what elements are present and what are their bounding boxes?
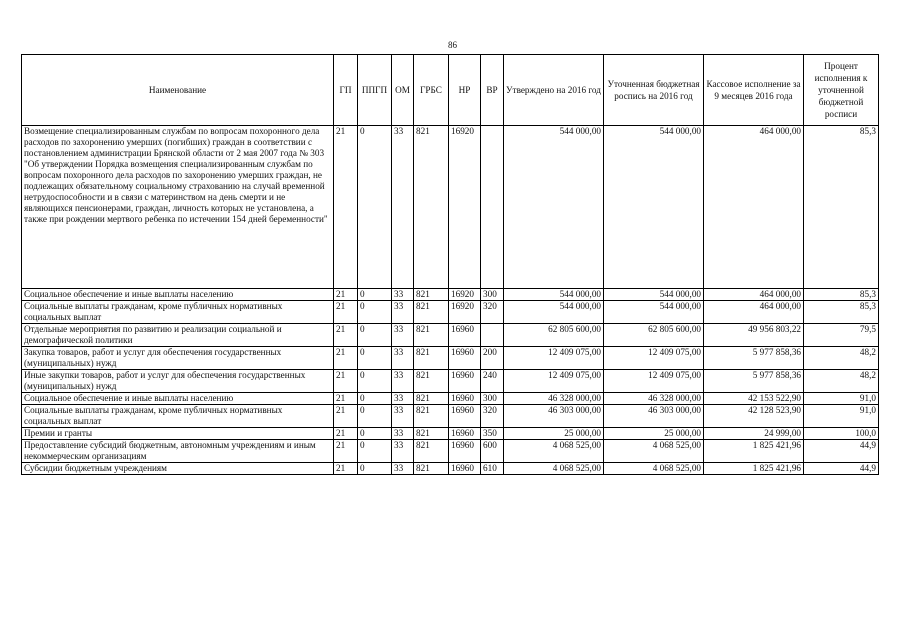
- cell-percent: 48,2: [804, 370, 879, 393]
- cell-cash: 464 000,00: [704, 289, 804, 301]
- cell-name: Социальные выплаты гражданам, кроме публичных нормативных социальных выплат: [22, 301, 334, 324]
- cell-np: 16960: [449, 463, 481, 475]
- cell-om: 33: [392, 428, 414, 440]
- cell-np: 16920: [449, 301, 481, 324]
- cell-percent: 44,9: [804, 440, 879, 463]
- cell-cash: 42 128 523,90: [704, 405, 804, 428]
- cell-cash: 42 153 522,90: [704, 393, 804, 405]
- cell-approved: 62 805 600,00: [504, 324, 604, 347]
- cell-gp: 21: [334, 428, 358, 440]
- cell-cash: 24 999,00: [704, 428, 804, 440]
- cell-approved: 544 000,00: [504, 301, 604, 324]
- table-row: [22, 301, 879, 324]
- table-row: [22, 393, 879, 405]
- cell-ppgp: 0: [358, 463, 392, 475]
- header-grbs: ГРБС: [414, 55, 449, 126]
- cell-grbs: 821: [414, 428, 449, 440]
- cell-ppgp: 0: [358, 428, 392, 440]
- cell-approved: 544 000,00: [504, 289, 604, 301]
- table-row: [22, 428, 879, 440]
- cell-vr: 320: [481, 301, 504, 324]
- cell-np: 16960: [449, 370, 481, 393]
- cell-refined: 544 000,00: [604, 126, 704, 289]
- cell-refined: 12 409 075,00: [604, 347, 704, 370]
- cell-ppgp: 0: [358, 126, 392, 289]
- cell-name: Социальное обеспечение и иные выплаты населению: [22, 393, 334, 405]
- cell-vr: 610: [481, 463, 504, 475]
- cell-grbs: 821: [414, 289, 449, 301]
- header-np: НР: [449, 55, 481, 126]
- cell-refined: 544 000,00: [604, 301, 704, 324]
- cell-approved: 4 068 525,00: [504, 440, 604, 463]
- cell-grbs: 821: [414, 347, 449, 370]
- table-row: [22, 126, 879, 289]
- cell-gp: 21: [334, 289, 358, 301]
- cell-grbs: 821: [414, 393, 449, 405]
- table-row: [22, 405, 879, 428]
- cell-om: 33: [392, 440, 414, 463]
- cell-vr: 320: [481, 405, 504, 428]
- budget-table: [21, 54, 879, 475]
- cell-approved: 46 328 000,00: [504, 393, 604, 405]
- cell-cash: 464 000,00: [704, 126, 804, 289]
- cell-np: 16960: [449, 405, 481, 428]
- cell-ppgp: 0: [358, 324, 392, 347]
- cell-refined: 62 805 600,00: [604, 324, 704, 347]
- cell-np: 16960: [449, 428, 481, 440]
- cell-ppgp: 0: [358, 393, 392, 405]
- cell-refined: 12 409 075,00: [604, 370, 704, 393]
- cell-vr: 600: [481, 440, 504, 463]
- cell-approved: 46 303 000,00: [504, 405, 604, 428]
- cell-approved: 4 068 525,00: [504, 463, 604, 475]
- cell-gp: 21: [334, 324, 358, 347]
- cell-percent: 79,5: [804, 324, 879, 347]
- header-refined: Уточненная бюджетная роспись на 2016 год: [604, 55, 704, 126]
- cell-name: Иные закупки товаров, работ и услуг для обеспечения государственных (муниципальных) нужд: [22, 370, 334, 393]
- cell-om: 33: [392, 301, 414, 324]
- cell-vr: [481, 126, 504, 289]
- cell-om: 33: [392, 463, 414, 475]
- cell-grbs: 821: [414, 301, 449, 324]
- cell-om: 33: [392, 370, 414, 393]
- cell-gp: 21: [334, 463, 358, 475]
- cell-om: 33: [392, 126, 414, 289]
- cell-refined: 544 000,00: [604, 289, 704, 301]
- header-vr: ВР: [481, 55, 504, 126]
- header-ppgp: ППГП: [358, 55, 392, 126]
- cell-gp: 21: [334, 393, 358, 405]
- cell-vr: 350: [481, 428, 504, 440]
- cell-cash: 5 977 858,36: [704, 370, 804, 393]
- table-body: [22, 126, 879, 475]
- cell-vr: 300: [481, 289, 504, 301]
- cell-approved: 12 409 075,00: [504, 347, 604, 370]
- cell-percent: 85,3: [804, 301, 879, 324]
- cell-approved: 25 000,00: [504, 428, 604, 440]
- table-header: [22, 55, 879, 126]
- cell-name: Возмещение специализированным службам по вопросам похоронного дела расходов по захоронению умерших (погибших) граждан в соответствии с постановлением администрации Брянской области от 2 мая 2007 года № 303 "Об утверждении Порядка возмещения специализированным службам по вопросам похоронного дела расходов по захоронению умерших граждан, не подлежащих обязательному социальному страхованию на случай временной нетрудоспособности и в связи с материнством на день смерти и не являющихся пенсионерами, граждан, личность которых не установлена, а также при рождении мертвого ребенка по истечении 154 дней беременности": [22, 126, 334, 289]
- cell-om: 33: [392, 393, 414, 405]
- cell-name: Отдельные мероприятия по развитию и реализации социальной и демографической политики: [22, 324, 334, 347]
- cell-cash: 5 977 858,36: [704, 347, 804, 370]
- cell-np: 16960: [449, 347, 481, 370]
- cell-ppgp: 0: [358, 440, 392, 463]
- cell-grbs: 821: [414, 405, 449, 428]
- cell-np: 16960: [449, 324, 481, 347]
- cell-grbs: 821: [414, 440, 449, 463]
- cell-cash: 1 825 421,96: [704, 440, 804, 463]
- cell-name: Премии и гранты: [22, 428, 334, 440]
- cell-name: Социальные выплаты гражданам, кроме публичных нормативных социальных выплат: [22, 405, 334, 428]
- cell-gp: 21: [334, 301, 358, 324]
- cell-name: Закупка товаров, работ и услуг для обеспечения государственных (муниципальных) нужд: [22, 347, 334, 370]
- cell-grbs: 821: [414, 370, 449, 393]
- table-row: [22, 370, 879, 393]
- cell-om: 33: [392, 347, 414, 370]
- header-om: ОМ: [392, 55, 414, 126]
- cell-approved: 12 409 075,00: [504, 370, 604, 393]
- cell-om: 33: [392, 405, 414, 428]
- table-row: [22, 440, 879, 463]
- cell-vr: 200: [481, 347, 504, 370]
- cell-ppgp: 0: [358, 347, 392, 370]
- cell-percent: 85,3: [804, 126, 879, 289]
- header-cash: Кассовое исполнение за 9 месяцев 2016 года: [704, 55, 804, 126]
- cell-ppgp: 0: [358, 301, 392, 324]
- page-number: 86: [448, 40, 457, 50]
- cell-vr: 300: [481, 393, 504, 405]
- cell-vr: [481, 324, 504, 347]
- cell-cash: 464 000,00: [704, 301, 804, 324]
- cell-gp: 21: [334, 347, 358, 370]
- cell-np: 16920: [449, 289, 481, 301]
- cell-np: 16920: [449, 126, 481, 289]
- cell-cash: 49 956 803,22: [704, 324, 804, 347]
- header-approved: Утверждено на 2016 год: [504, 55, 604, 126]
- cell-om: 33: [392, 324, 414, 347]
- cell-grbs: 821: [414, 324, 449, 347]
- cell-ppgp: 0: [358, 405, 392, 428]
- cell-cash: 1 825 421,96: [704, 463, 804, 475]
- cell-np: 16960: [449, 393, 481, 405]
- cell-percent: 100,0: [804, 428, 879, 440]
- cell-refined: 46 328 000,00: [604, 393, 704, 405]
- cell-percent: 85,3: [804, 289, 879, 301]
- cell-grbs: 821: [414, 463, 449, 475]
- cell-gp: 21: [334, 440, 358, 463]
- cell-grbs: 821: [414, 126, 449, 289]
- cell-vr: 240: [481, 370, 504, 393]
- cell-refined: 4 068 525,00: [604, 463, 704, 475]
- header-name: Наименование: [22, 55, 334, 126]
- cell-percent: 91,0: [804, 405, 879, 428]
- table-row: [22, 463, 879, 475]
- cell-om: 33: [392, 289, 414, 301]
- cell-refined: 25 000,00: [604, 428, 704, 440]
- cell-np: 16960: [449, 440, 481, 463]
- cell-gp: 21: [334, 126, 358, 289]
- cell-ppgp: 0: [358, 370, 392, 393]
- header-percent: Процент исполнения к уточненной бюджетной росписи: [804, 55, 879, 126]
- cell-refined: 4 068 525,00: [604, 440, 704, 463]
- cell-name: Социальное обеспечение и иные выплаты населению: [22, 289, 334, 301]
- cell-percent: 48,2: [804, 347, 879, 370]
- cell-percent: 44,9: [804, 463, 879, 475]
- cell-gp: 21: [334, 370, 358, 393]
- table-row: [22, 324, 879, 347]
- cell-approved: 544 000,00: [504, 126, 604, 289]
- table-row: [22, 347, 879, 370]
- cell-refined: 46 303 000,00: [604, 405, 704, 428]
- cell-ppgp: 0: [358, 289, 392, 301]
- cell-percent: 91,0: [804, 393, 879, 405]
- cell-name: Субсидии бюджетным учреждениям: [22, 463, 334, 475]
- cell-name: Предоставление субсидий бюджетным, автономным учреждениям и иным некоммерческим организациям: [22, 440, 334, 463]
- header-gp: ГП: [334, 55, 358, 126]
- table-row: [22, 289, 879, 301]
- cell-gp: 21: [334, 405, 358, 428]
